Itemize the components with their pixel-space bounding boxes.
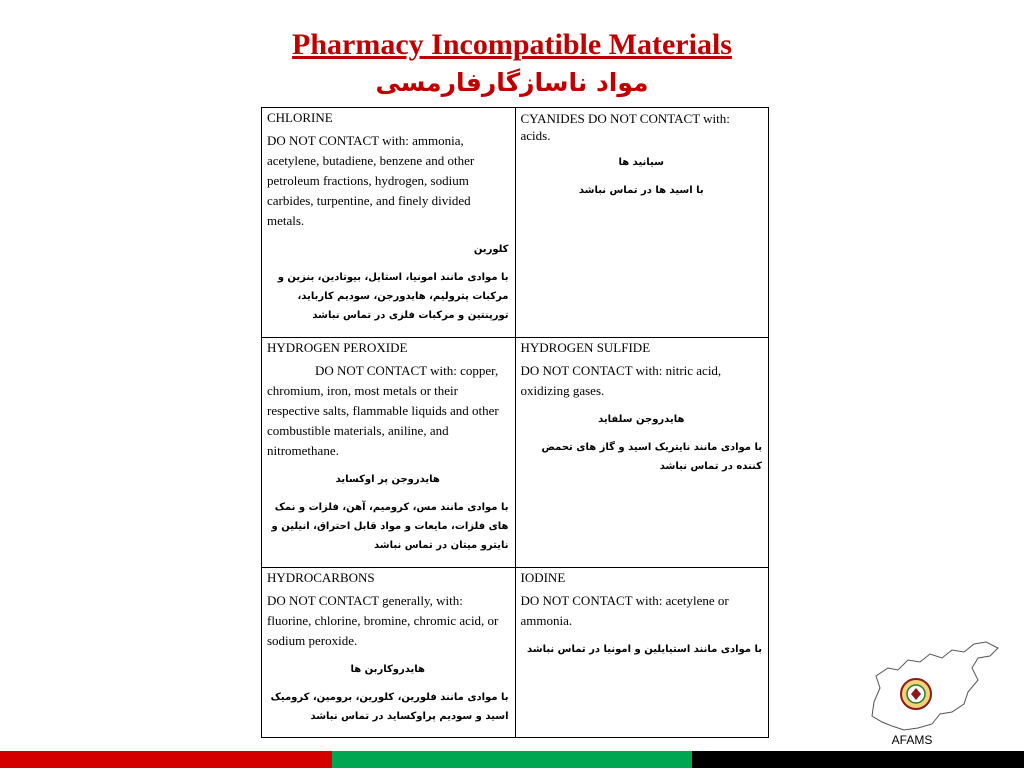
table-cell-iodine [515,568,769,738]
stripe-red [0,751,332,768]
material-name-fa: هایدروکاربن ها [350,664,425,675]
material-name: HYDROGEN SULFIDE [520,340,651,355]
warning-text: with: acetylene or ammonia. [520,593,729,628]
warning-text: with: ammonia, acetylene, butadiene, benzene and other petroleum fractions, hydrogen, sodium carbides, turpentine, and finely divided metals. [267,133,475,228]
warning-lead: DO NOT CONTACT [520,363,633,378]
material-name: HYDROCARBONS [267,570,375,585]
page-title: Pharmacy Incompatible Materials [292,28,732,61]
table-cell-hydrocarbons [262,568,516,738]
warning-text: with: acids. [520,111,730,143]
material-warning [521,361,763,401]
table-cell-chlorine [262,108,516,338]
material-warning [267,361,509,461]
material-warning-fa: با موادی مانند امونیا، استایل، بیوتادین، بنزین و مرکبات پترولیم، هایدورجن، سودیم کارباید، تورپنتین و مرکبات فلزی در تماس نباشد [277,272,509,321]
material-name-fa: سیانید ها [618,157,664,168]
afghanistan-map-icon [868,640,1002,734]
material-name: IODINE [520,570,566,585]
material-warning [267,591,509,651]
material-warning-fa: با موادی مانند نایتریک اسید و گاز های تحمض کننده در تماس نباشد [541,442,762,472]
page-subtitle: مواد ناسازگارفارمسی [375,68,649,97]
warning-lead: DO NOT CONTACT [267,593,379,608]
material-name-fa: هایدروجن پر اوکساید [335,474,440,485]
warning-lead: DO NOT CONTACT [267,133,379,148]
warning-lead: DO NOT CONTACT [315,363,427,378]
material-warning [521,110,763,144]
stripe-black [692,751,1024,768]
table-row [262,568,769,738]
material-warning [267,131,509,231]
table-row [262,338,769,568]
warning-lead: DO NOT CONTACT [520,593,633,608]
table-cell-hydrogen-peroxide [262,338,516,568]
material-name: HYDROGEN PEROXIDE [267,340,408,355]
material-name-fa: کلورین [473,244,509,255]
logo-label: AFAMS [891,733,933,747]
material-warning-fa: با اسید ها در تماس نباشد [578,185,704,196]
incompatibility-table [261,107,769,738]
material-name: CHLORINE [267,110,333,125]
warning-text: generally, with: fluorine, chlorine, bromine, chromic acid, or sodium peroxide. [267,593,499,648]
table-cell-hydrogen-sulfide [515,338,769,568]
footer-flag-stripe [0,751,1024,768]
material-warning [521,591,763,631]
stripe-green [332,751,692,768]
material-warning-fa: با موادی مانند مس، کرومیم، آهن، فلزات و نمک های فلزات، مایعات و مواد قابل احتراق، انیلین و نایترو میتان در تماس نباشد [271,502,509,551]
material-name: CYANIDES DO NOT CONTACT [520,111,700,126]
warning-text: with: copper, chromium, iron, most metals or their respective salts, flammable liquids and other combustible materials, aniline, and nitromethane. [267,363,499,458]
warning-text: with: nitric acid, oxidizing gases. [520,363,722,398]
table-row [262,108,769,338]
material-warning-fa: با موادی مانند فلورین، کلورین، برومین، کرومیک اسید و سودیم پراوکساید در تماس نباشد [270,692,509,722]
material-warning-fa: با موادی مانند استیایلین و امونیا در تماس نباشد [526,644,762,655]
material-name-fa: هایدروجن سلفاید [598,414,685,425]
table-cell-cyanides [515,108,769,338]
